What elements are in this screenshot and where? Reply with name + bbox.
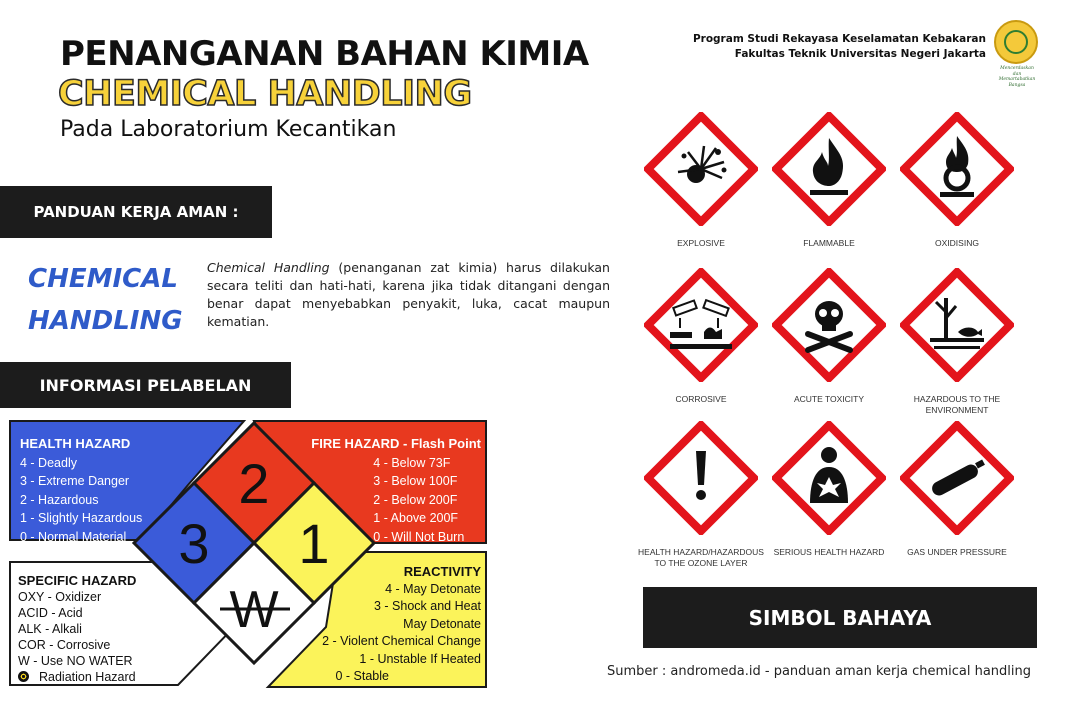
ghs-label: OXIDISING — [935, 238, 979, 248]
fire-item: 4 - Below 73F — [373, 455, 451, 470]
heading-line-1: CHEMICAL — [28, 264, 178, 294]
specific-item: OXY - Oxidizer — [18, 590, 102, 604]
specific-item: ACID - Acid — [18, 606, 83, 620]
reactivity-item: 0 - Stable — [335, 669, 389, 683]
ghs-symbol-acute-toxicity — [764, 268, 894, 418]
institution-line-1: Program Studi Rekayasa Keselamatan Kebakaran — [692, 33, 986, 45]
ghs-label: HAZARDOUS TO THE ENVIRONMENT — [913, 394, 1001, 415]
nfpa-diagram — [8, 415, 491, 693]
institution-line-2: Fakultas Teknik Universitas Negeri Jakarta — [734, 48, 986, 60]
ghs-symbol-gas-under-pressure — [892, 421, 1022, 571]
ghs-symbol-corrosive — [636, 268, 766, 418]
health-item: 0 - Normal Material — [20, 529, 127, 544]
panduan-banner: PANDUAN KERJA AMAN : — [0, 186, 272, 238]
university-logo — [994, 20, 1038, 64]
health-value: 3 — [178, 512, 210, 575]
reactivity-legend — [322, 563, 481, 686]
exploding-bomb-icon — [644, 112, 758, 226]
chemical-handling-description — [207, 259, 610, 331]
specific-legend — [18, 573, 136, 685]
gas-cylinder-icon — [900, 421, 1014, 535]
simbol-banner: SIMBOL BAHAYA — [643, 587, 1037, 648]
informasi-banner: INFORMASI PELABELAN — [0, 362, 291, 408]
ghs-symbol-environment — [892, 268, 1022, 418]
page-subtitle-secondary: Pada Laboratorium Kecantikan — [60, 117, 397, 142]
health-item: 1 - Slightly Hazardous — [20, 511, 143, 525]
reactivity-item: 3 - Shock and Heat — [373, 599, 481, 613]
specific-value: W — [229, 581, 279, 639]
specific-legend-title: SPECIFIC HAZARD — [18, 573, 137, 588]
ghs-label: HEALTH HAZARD/HAZARDOUS TO THE OZONE LAYER — [638, 547, 764, 568]
ghs-symbol-health-hazard — [636, 421, 766, 571]
ghs-symbol-grid — [636, 112, 1036, 572]
logo-emblem-icon — [1004, 30, 1028, 54]
ghs-symbol-oxidising — [892, 112, 1022, 262]
reactivity-item: 2 - Violent Chemical Change — [322, 634, 481, 648]
description-term: Chemical Handling — [207, 260, 330, 275]
corrosion-icon — [644, 268, 758, 382]
source-credit: Sumber : andromeda.id - panduan aman kerja chemical handling — [607, 664, 1031, 679]
specific-item: W - Use NO WATER — [18, 654, 133, 668]
logo-motto: Mencerdaskan dan Memartabatkan Bangsa — [998, 66, 1036, 88]
skull-crossbones-icon — [772, 268, 886, 382]
fire-item: 3 - Below 100F — [373, 474, 458, 488]
radiation-label: Radiation Hazard — [39, 670, 136, 684]
ghs-symbol-serious-health-hazard — [764, 421, 894, 571]
health-hazard-icon — [772, 421, 886, 535]
reactivity-value: 1 — [298, 512, 330, 575]
reactivity-item: May Detonate — [403, 616, 481, 631]
fire-item: 0 - Will Not Burn — [373, 529, 465, 544]
specific-item: COR - Corrosive — [18, 638, 111, 652]
health-item: 4 - Deadly — [20, 455, 77, 470]
health-legend-title: HEALTH HAZARD — [20, 436, 131, 451]
institution-name — [693, 32, 986, 62]
fire-legend — [311, 435, 481, 546]
health-item: 2 - Hazardous — [20, 492, 99, 507]
ghs-label: SERIOUS HEALTH HAZARD — [773, 547, 885, 557]
specific-item-radiation — [18, 669, 136, 685]
flame-over-circle-icon — [900, 112, 1014, 226]
environment-icon — [900, 268, 1014, 382]
health-legend — [20, 435, 142, 546]
chemical-handling-heading — [28, 258, 183, 342]
page-title: PENANGANAN BAHAN KIMIA — [60, 34, 589, 74]
reactivity-item: 4 - May Detonate — [385, 581, 481, 596]
specific-item: ALK - Alkali — [18, 622, 82, 636]
ghs-label: GAS UNDER PRESSURE — [907, 547, 1007, 557]
ghs-label: FLAMMABLE — [803, 238, 855, 248]
fire-item: 2 - Below 200F — [373, 492, 458, 507]
fire-legend-items — [311, 454, 481, 547]
health-item: 3 - Extreme Danger — [20, 474, 130, 488]
exclamation-icon — [644, 421, 758, 535]
ghs-label: EXPLOSIVE — [677, 238, 725, 248]
ghs-label: CORROSIVE — [675, 394, 727, 404]
page-subtitle: CHEMICAL HANDLING — [58, 74, 472, 114]
reactivity-legend-title: REACTIVITY — [403, 564, 481, 579]
fire-item: 1 - Above 200F — [373, 511, 459, 525]
ghs-symbol-explosive — [636, 112, 766, 262]
radiation-icon — [18, 671, 29, 682]
ghs-label: ACUTE TOXICITY — [793, 394, 865, 404]
fire-value: 2 — [238, 452, 270, 515]
fire-legend-title: FIRE HAZARD - Flash Point — [311, 436, 481, 451]
heading-line-2: HANDLING — [28, 306, 183, 336]
flame-icon — [772, 112, 886, 226]
ghs-symbol-flammable — [764, 112, 894, 262]
reactivity-item: 1 - Unstable If Heated — [359, 651, 481, 666]
description-text: (penanganan zat kimia) harus dilakukan secara teliti dan hati-hati, karena jika tidak ditangani dengan benar dapat menyebabkan penyakit, luka, cacat maupun kematian. — [207, 260, 610, 329]
